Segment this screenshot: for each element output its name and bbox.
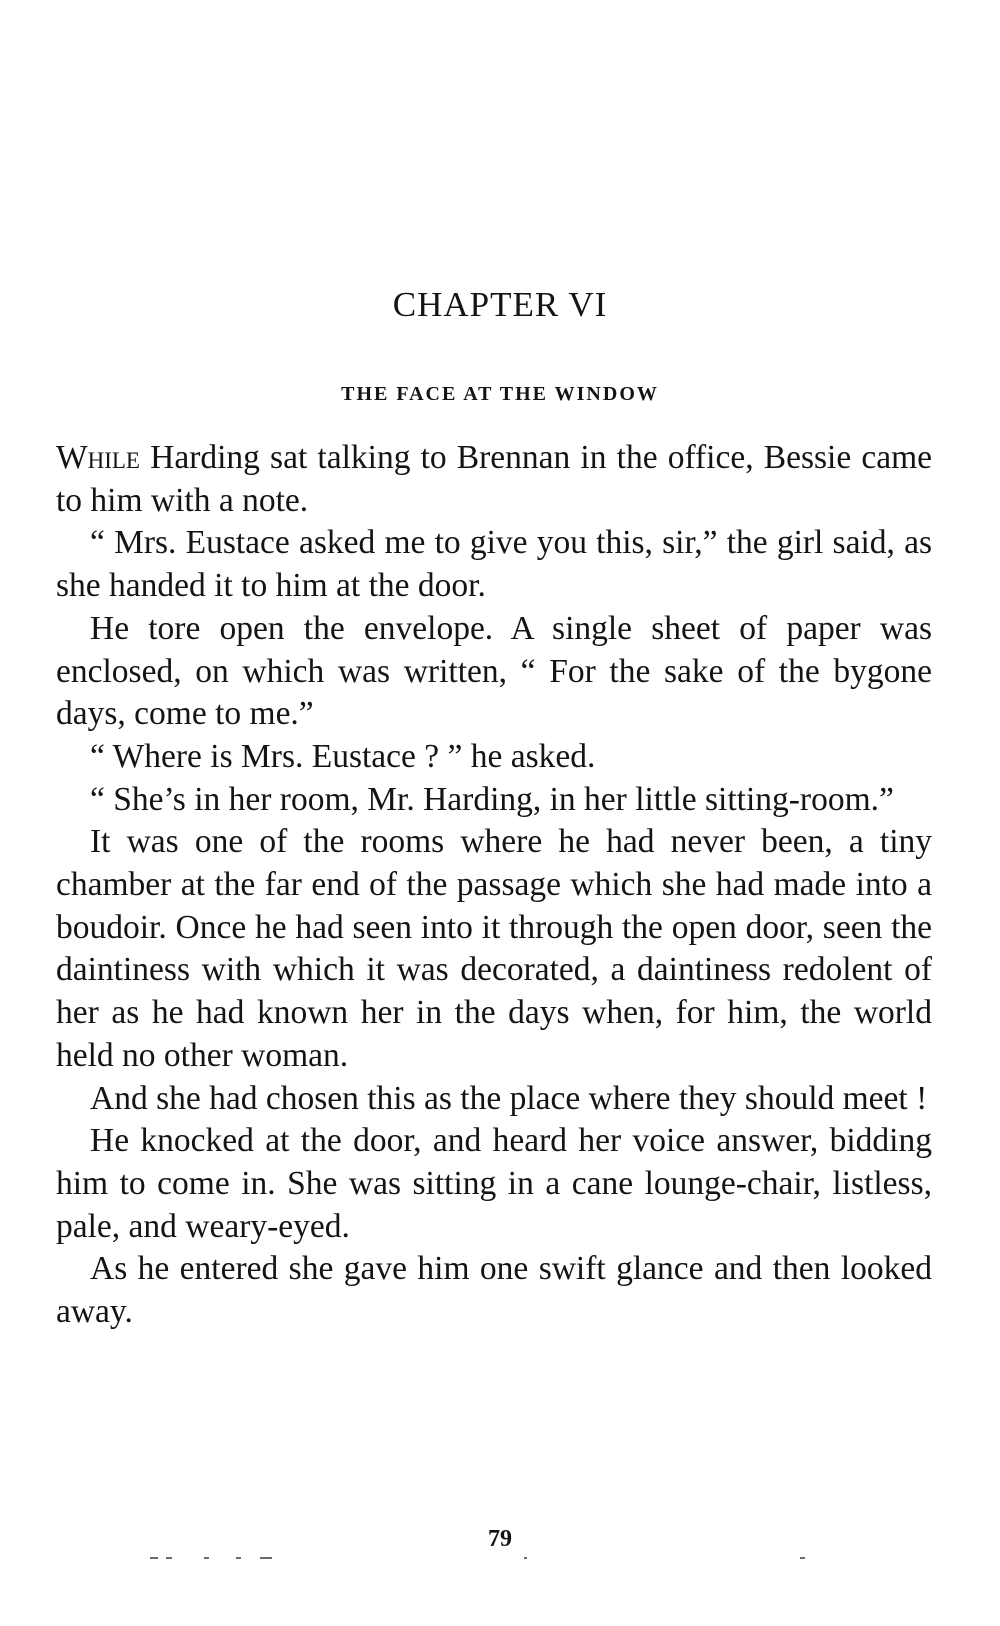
paragraph <box>56 437 932 522</box>
paragraph: He tore open the envelope. A single sheet of paper was enclosed, on which was written, “ For the sake of the bygone days, come to me.” <box>56 609 932 733</box>
chapter-number: CHAPTER VI <box>392 285 608 324</box>
chapter-body <box>56 437 932 1334</box>
scan-mark <box>260 1557 272 1559</box>
paragraph: It was one of the rooms where he had never been, a tiny chamber at the far end of the passage which she had made into a boudoir. Once he had seen into it through the open door, seen the daintiness with which it was decorated, a daintiness redolent of her as he had known her in the days when, for him, the world held no other woman. <box>56 823 932 1074</box>
paragraph: “ She’s in her room, Mr. Harding, in her little sitting-room.” <box>90 780 894 818</box>
scan-artifact-marks <box>0 1555 1000 1561</box>
scan-mark <box>204 1557 209 1559</box>
paragraph-text: Harding sat talking to Brennan in the office, Bessie came to him with a note. <box>56 439 932 519</box>
paragraph: As he entered she gave him one swift glance and then looked away. <box>56 1250 932 1331</box>
paragraph: And she had chosen this as the place where they should meet ! <box>90 1079 928 1117</box>
scan-mark <box>524 1557 527 1559</box>
paragraph: He knocked at the door, and heard her voice answer, bidding him to come in. She was sitting in a cane lounge-chair, listless, pale, and weary-eyed. <box>56 1122 932 1245</box>
page-number: 79 <box>488 1526 512 1552</box>
drop-lead-word: While <box>56 439 140 476</box>
scan-mark <box>800 1557 805 1559</box>
scan-mark <box>236 1557 241 1559</box>
paragraph: “ Mrs. Eustace asked me to give you this, sir,” the girl said, as she handed it to him at the door. <box>56 524 932 605</box>
chapter-title: THE FACE AT THE WINDOW <box>341 383 659 405</box>
scan-mark <box>150 1557 158 1559</box>
scan-mark <box>166 1557 172 1559</box>
paragraph: “ Where is Mrs. Eustace ? ” he asked. <box>90 737 596 775</box>
